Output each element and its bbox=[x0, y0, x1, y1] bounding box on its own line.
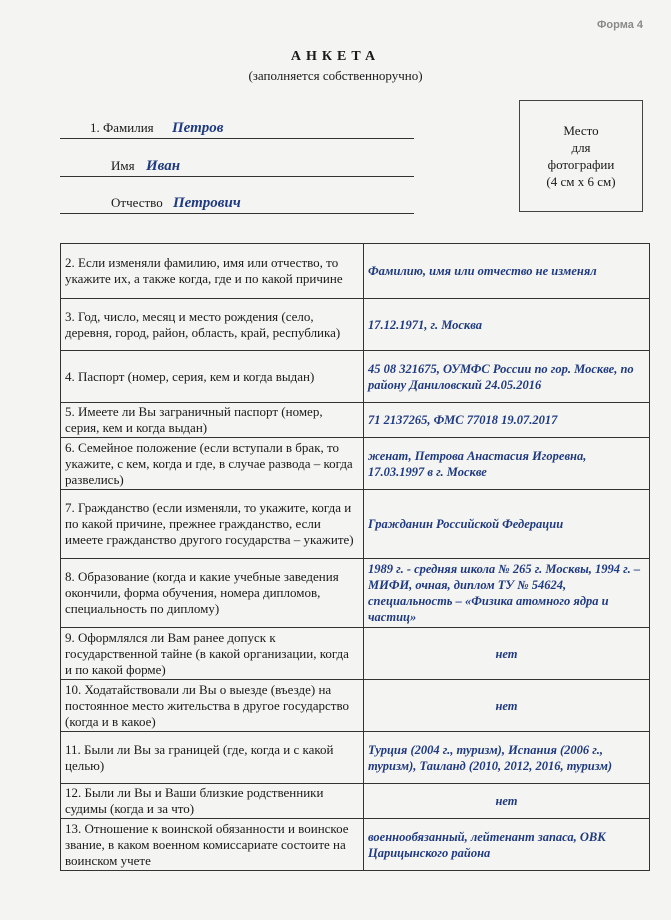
question-text: 3. Год, число, месяц и место рождения (село, деревня, город, район, область, край, республика) bbox=[61, 299, 364, 351]
name-label: Имя bbox=[111, 158, 135, 173]
question-text: 7. Гражданство (если изменяли, то укажите, когда и по какой причине, прежнее гражданство, если имеете гражданство другого государства – укажите) bbox=[61, 490, 364, 559]
question-row bbox=[61, 403, 650, 438]
question-row bbox=[61, 784, 650, 819]
answer-text: 17.12.1971, г. Москва bbox=[364, 299, 650, 351]
question-text: 10. Ходатайствовали ли Вы о выезде (въезде) на постоянное место жительства в другое государство (когда и в какое) bbox=[61, 680, 364, 732]
patronymic-value: Петрович bbox=[173, 195, 241, 211]
answer-text: 1989 г. - средняя школа № 265 г. Москвы, 1994 г. – МИФИ, очная, диплом ТУ № 54624, специальность – «Физика атомного ядра и частиц» bbox=[364, 559, 650, 628]
patronymic-line bbox=[60, 193, 414, 214]
answer-text: нет bbox=[364, 784, 650, 819]
photo-placeholder bbox=[519, 100, 643, 212]
answer-text: военнообязанный, лейтенант запаса, ОВК Царицынского района bbox=[364, 819, 650, 871]
question-row bbox=[61, 680, 650, 732]
question-text: 4. Паспорт (номер, серия, кем и когда выдан) bbox=[61, 351, 364, 403]
question-text: 2. Если изменяли фамилию, имя или отчество, то укажите их, а также когда, где и по какой причине bbox=[61, 244, 364, 299]
photo-line-1: Место bbox=[563, 123, 599, 138]
answer-text: Фамилию, имя или отчество не изменял bbox=[364, 244, 650, 299]
answer-text: Гражданин Российской Федерации bbox=[364, 490, 650, 559]
question-row bbox=[61, 244, 650, 299]
patronymic-label: Отчество bbox=[111, 195, 163, 210]
question-row bbox=[61, 490, 650, 559]
question-row bbox=[61, 438, 650, 490]
question-text: 8. Образование (когда и какие учебные заведения окончили, форма обучения, номера дипломов, специальность по диплому) bbox=[61, 559, 364, 628]
question-text: 11. Были ли Вы за границей (где, когда и с какой целью) bbox=[61, 732, 364, 784]
photo-line-4: (4 см х 6 см) bbox=[546, 174, 616, 189]
name-line bbox=[60, 156, 414, 177]
photo-line-2: для bbox=[571, 140, 591, 155]
question-text: 5. Имеете ли Вы заграничный паспорт (номер, серия, кем и когда выдан) bbox=[61, 403, 364, 438]
question-row bbox=[61, 559, 650, 628]
answer-text: Турция (2004 г., туризм), Испания (2006 г., туризм), Таиланд (2010, 2012, 2016, туризм) bbox=[364, 732, 650, 784]
answer-text: 71 2137265, ФМС 77018 19.07.2017 bbox=[364, 403, 650, 438]
questions-table bbox=[60, 243, 650, 871]
page-title: АНКЕТА bbox=[290, 49, 381, 64]
page-subtitle: (заполняется собственноручно) bbox=[248, 68, 423, 83]
surname-value: Петров bbox=[172, 120, 224, 136]
question-row bbox=[61, 299, 650, 351]
answer-text: нет bbox=[364, 680, 650, 732]
question-row bbox=[61, 628, 650, 680]
question-row bbox=[61, 732, 650, 784]
surname-line bbox=[60, 118, 414, 139]
surname-label: 1. Фамилия bbox=[90, 120, 154, 135]
answer-text: женат, Петрова Анастасия Игоревна, 17.03.1997 в г. Москве bbox=[364, 438, 650, 490]
answer-text: нет bbox=[364, 628, 650, 680]
answer-text: 45 08 321675, ОУМФС России по гор. Москве, по району Даниловский 24.05.2016 bbox=[364, 351, 650, 403]
question-text: 13. Отношение к воинской обязанности и воинское звание, в каком военном комиссариате состоите на воинском учете bbox=[61, 819, 364, 871]
question-text: 9. Оформлялся ли Вам ранее допуск к государственной тайне (в какой организации, когда и по какой форме) bbox=[61, 628, 364, 680]
question-row bbox=[61, 351, 650, 403]
form-number: Форма 4 bbox=[597, 19, 643, 31]
question-text: 6. Семейное положение (если вступали в брак, то укажите, с кем, когда и где, в случае развода – когда развелись) bbox=[61, 438, 364, 490]
question-text: 12. Были ли Вы и Ваши близкие родственники судимы (когда и за что) bbox=[61, 784, 364, 819]
question-row bbox=[61, 819, 650, 871]
name-value: Иван bbox=[146, 158, 181, 174]
photo-line-3: фотографии bbox=[547, 157, 615, 172]
